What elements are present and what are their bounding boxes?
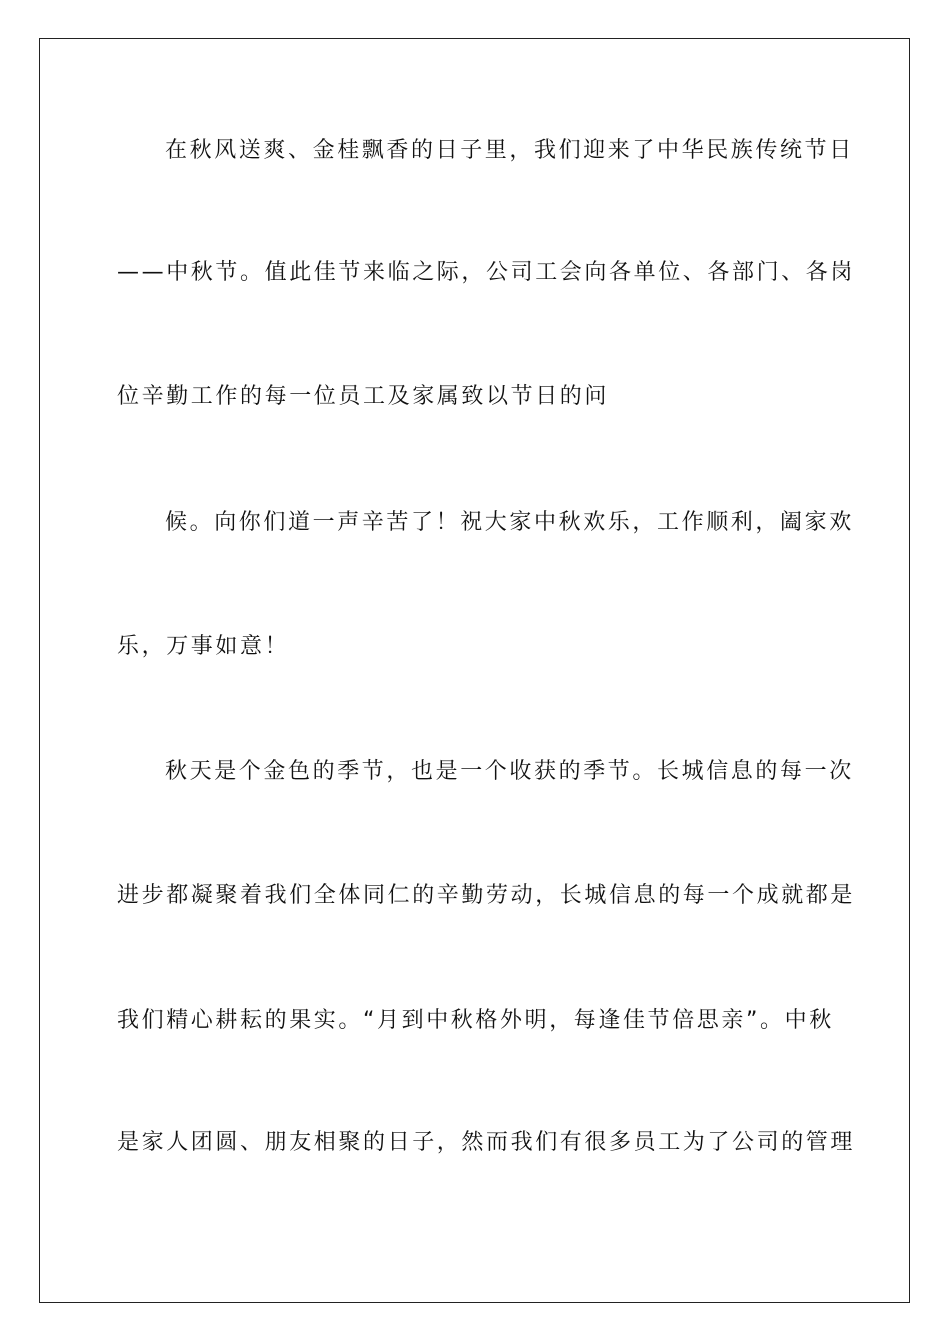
paragraph-line-8: 我们精心耕耘的果实。“月到中秋格外明，每逢佳节倍思亲”。中秋 — [117, 1008, 834, 1033]
paragraph-line-3: 位辛勤工作的每一位员工及家属致以节日的问 — [117, 384, 610, 409]
paragraph-line-5: 乐，万事如意！ — [117, 634, 290, 659]
paragraph-line-9: 是家人团圆、朋友相聚的日子，然而我们有很多员工为了公司的管理 — [117, 1130, 856, 1155]
paragraph-line-4: 候。向你们道一声辛苦了！祝大家中秋欢乐，工作顺利，阖家欢 — [165, 510, 854, 535]
paragraph-line-6: 秋天是个金色的季节，也是一个收获的季节。长城信息的每一次 — [165, 759, 854, 784]
paragraph-line-7: 进步都凝聚着我们全体同仁的辛勤劳动，长城信息的每一个成就都是 — [117, 883, 856, 908]
page-border — [39, 38, 910, 1303]
paragraph-line-2: ——中秋节。值此佳节来临之际，公司工会向各单位、各部门、各岗 — [117, 260, 856, 285]
paragraph-line-1: 在秋风送爽、金桂飘香的日子里，我们迎来了中华民族传统节日 — [165, 138, 854, 163]
